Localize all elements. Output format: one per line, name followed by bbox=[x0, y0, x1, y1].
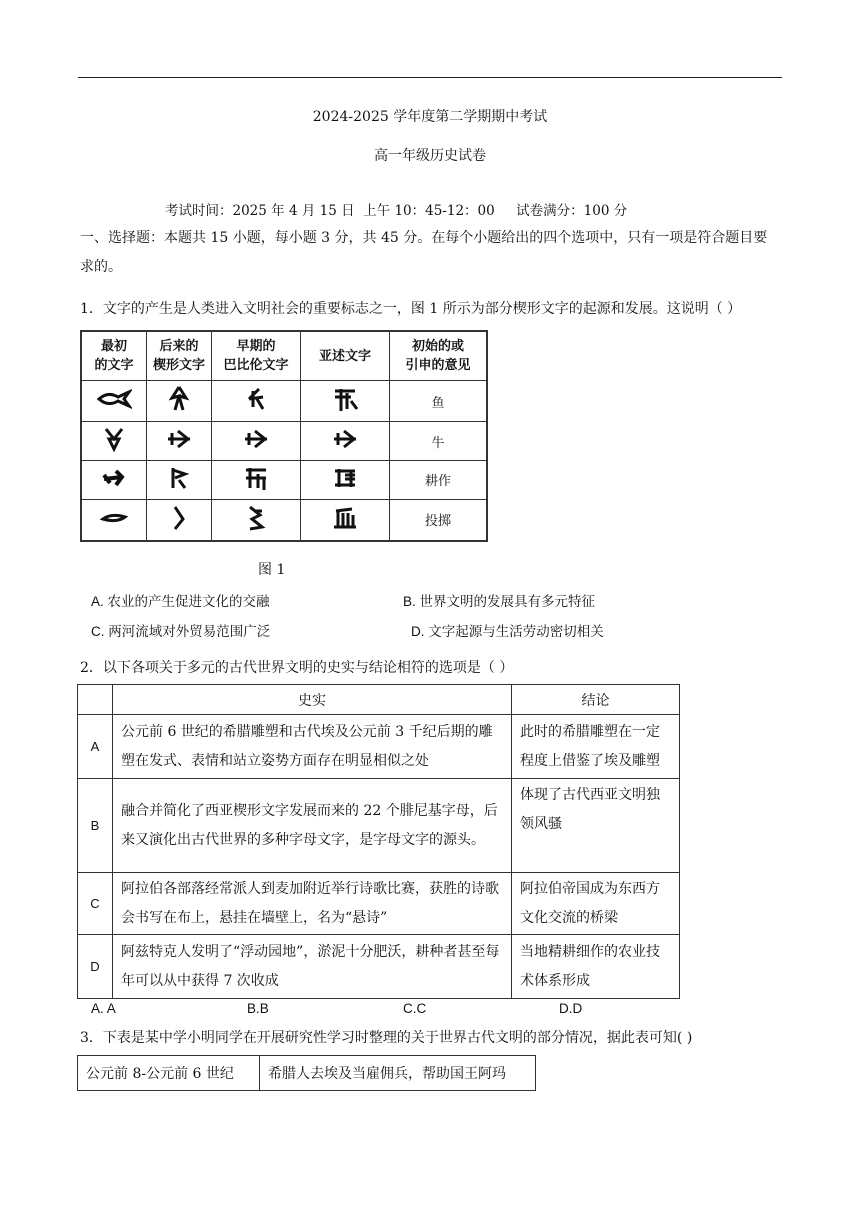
q2-row-label: D bbox=[78, 935, 113, 999]
glyph-meaning: 投掷 bbox=[390, 499, 487, 540]
glyph-image bbox=[301, 460, 390, 499]
glyph-image bbox=[147, 422, 212, 461]
q2-head-fact: 史实 bbox=[113, 685, 512, 715]
glyph-image bbox=[82, 422, 147, 461]
glyph-meaning: 耕作 bbox=[390, 460, 487, 499]
glyph-image bbox=[212, 460, 301, 499]
glyph-image bbox=[82, 499, 147, 540]
glyph-image bbox=[82, 381, 147, 422]
q2-table bbox=[77, 684, 680, 999]
q2-head-conclusion: 结论 bbox=[512, 685, 680, 715]
q3-table bbox=[77, 1055, 536, 1091]
q1-option-b[interactable]: B. 世界文明的发展具有多元特征 bbox=[403, 594, 596, 609]
figure-header: 后来的 楔形文字 bbox=[147, 332, 212, 381]
glyph-image bbox=[147, 381, 212, 422]
figure-header: 初始的或 引申的意见 bbox=[390, 332, 487, 381]
exam-meta: 考试时间：2025 年 4 月 15 日 上午 10：45-12：00 试卷满分：100 分 bbox=[165, 203, 628, 219]
q1-option-a[interactable]: A. 农业的产生促进文化的交融 bbox=[91, 594, 270, 609]
q2-row-fact: 公元前 6 世纪的希腊雕塑和古代埃及公元前 3 千纪后期的雕塑在发式、表情和站立姿势方面存在明显相似之处 bbox=[113, 715, 512, 779]
glyph-image bbox=[301, 381, 390, 422]
q3-period-cell: 公元前 8-公元前 6 世纪 bbox=[78, 1056, 260, 1091]
cuneiform-figure bbox=[80, 330, 488, 542]
glyph-image bbox=[301, 499, 390, 540]
glyph-image bbox=[212, 381, 301, 422]
q3-event-cell: 希腊人去埃及当雇佣兵，帮助国王阿玛 bbox=[260, 1056, 536, 1091]
figure-header: 最初 的文字 bbox=[82, 332, 147, 381]
q2-row-conclusion: 体现了古代西亚文明独领风骚 bbox=[512, 779, 680, 873]
q2-table-corner bbox=[78, 685, 113, 715]
question-3-stem: 3．下表是某中学小明同学在开展研究性学习时整理的关于世界古代文明的部分情况，据此表可知( ) bbox=[80, 1030, 693, 1046]
q1-option-c[interactable]: C. 两河流域对外贸易范围广泛 bbox=[91, 624, 271, 639]
q2-row-label: C bbox=[78, 873, 113, 935]
glyph-meaning: 牛 bbox=[390, 422, 487, 461]
glyph-image bbox=[147, 460, 212, 499]
q2-option-d[interactable]: D.D bbox=[559, 1001, 583, 1016]
q2-option-c[interactable]: C.C bbox=[403, 1001, 427, 1016]
exam-title: 2024-2025 学年度第二学期期中考试 bbox=[312, 109, 548, 125]
q2-row-conclusion: 此时的希腊雕塑在一定程度上借鉴了埃及雕塑 bbox=[512, 715, 680, 779]
q2-row-fact: 阿兹特克人发明了“浮动园地”，淤泥十分肥沃，耕种者甚至每年可以从中获得 7 次收成 bbox=[113, 935, 512, 999]
question-1-stem: 1．文字的产生是人类进入文明社会的重要标志之一，图 1 所示为部分楔形文字的起源和发展。这说明（ ） bbox=[80, 301, 742, 317]
section-intro: 一、选择题：本题共 15 小题，每小题 3 分，共 45 分。在每个小题给出的四个选项中，只有一项是符合题目要求的。 bbox=[80, 230, 768, 275]
exam-subtitle: 高一年级历史试卷 bbox=[374, 148, 486, 164]
glyph-image bbox=[82, 460, 147, 499]
q2-option-b[interactable]: B.B bbox=[247, 1001, 269, 1016]
q2-row-fact: 阿拉伯各部落经常派人到麦加附近举行诗歌比赛，获胜的诗歌会书写在布上，悬挂在墙壁上，名为“悬诗” bbox=[113, 873, 512, 935]
figure-header: 早期的 巴比伦文字 bbox=[212, 332, 301, 381]
glyph-meaning: 鱼 bbox=[390, 381, 487, 422]
q2-row-conclusion: 阿拉伯帝国成为东西方文化交流的桥梁 bbox=[512, 873, 680, 935]
q2-option-a[interactable]: A. A bbox=[91, 1001, 116, 1016]
q2-row-fact: 融合并简化了西亚楔形文字发展而来的 22 个腓尼基字母，后来又演化出古代世界的多种字母文字，是字母文字的源头。 bbox=[113, 779, 512, 873]
glyph-image bbox=[212, 422, 301, 461]
glyph-image bbox=[301, 422, 390, 461]
q1-option-d[interactable]: D. 文字起源与生活劳动密切相关 bbox=[411, 624, 604, 639]
figure-header: 亚述文字 bbox=[301, 332, 390, 381]
glyph-image bbox=[212, 499, 301, 540]
figure-caption: 图 1 bbox=[258, 562, 286, 578]
q2-row-conclusion: 当地精耕细作的农业技术体系形成 bbox=[512, 935, 680, 999]
question-2-stem: 2．以下各项关于多元的古代世界文明的史实与结论相符的选项是（ ） bbox=[80, 660, 514, 676]
q2-row-label: B bbox=[78, 779, 113, 873]
glyph-image bbox=[147, 499, 212, 540]
q2-row-label: A bbox=[78, 715, 113, 779]
header-rule bbox=[78, 77, 782, 78]
